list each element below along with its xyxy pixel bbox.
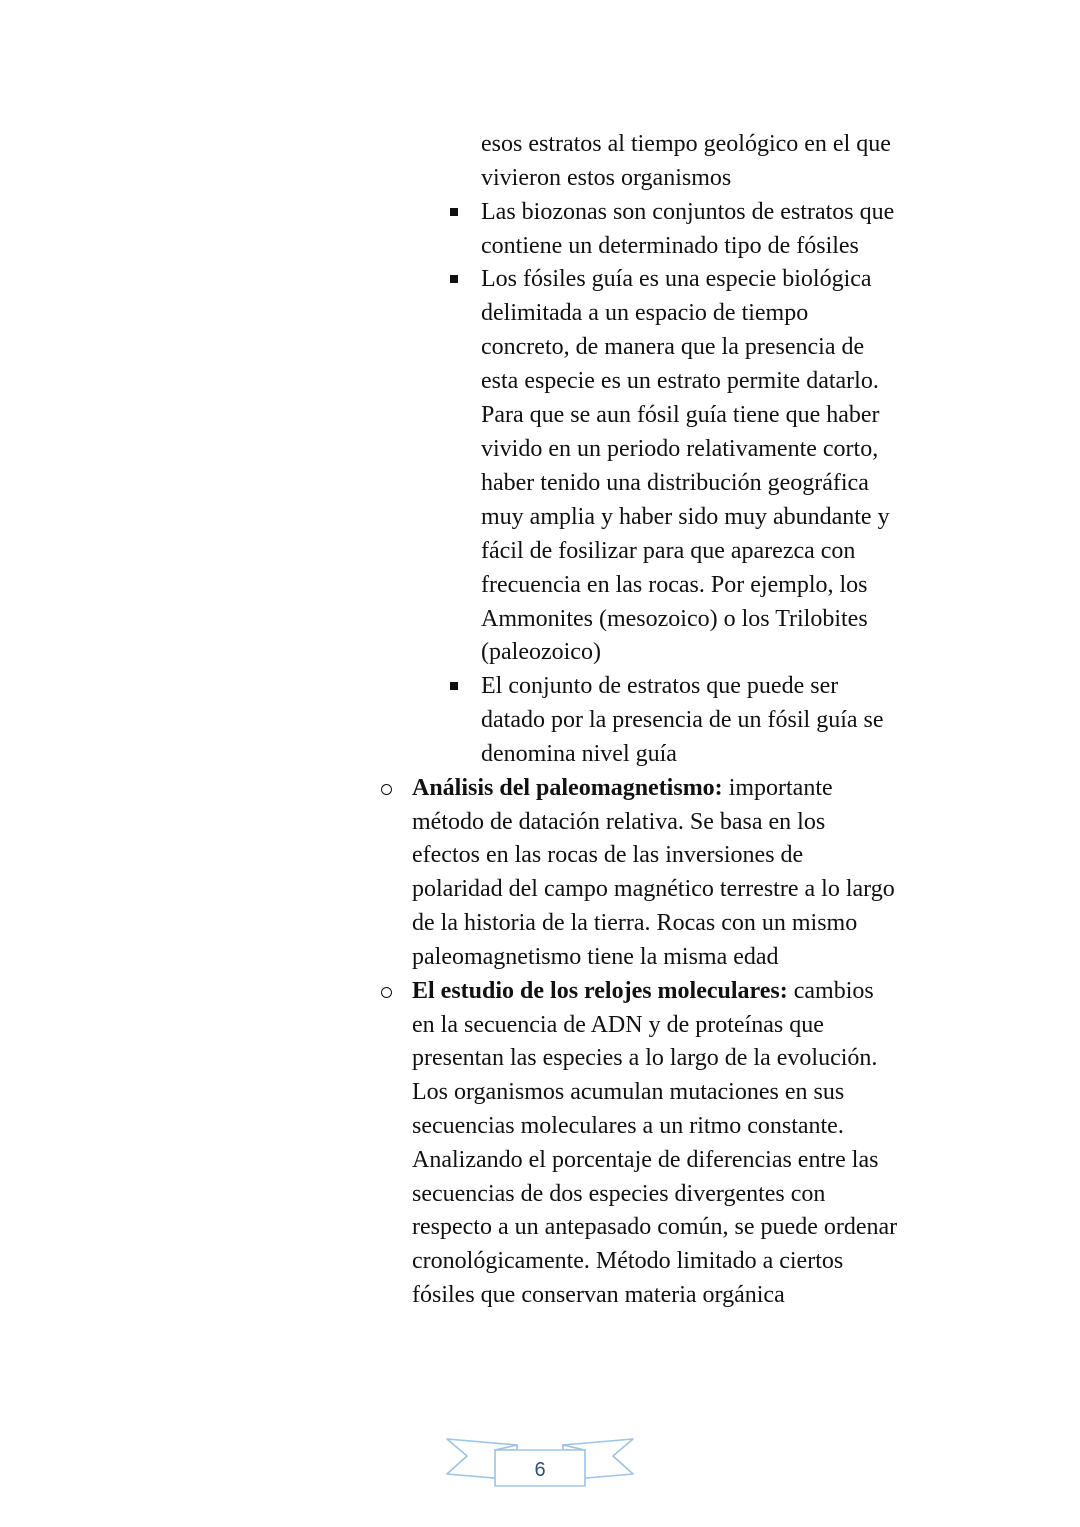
text-line: secuencias moleculares a un ritmo constante. (412, 1113, 844, 1139)
text-line: Para que se aun fósil guía tiene que haber (481, 402, 880, 428)
item-text: importante (722, 775, 833, 801)
list-item-first-line (412, 771, 833, 805)
item-term: El estudio de los relojes moleculares: (412, 978, 788, 1004)
text-line: muy amplia y haber sido muy abundante y (481, 504, 890, 530)
text-line: (paleozoico) (481, 639, 601, 665)
text-line: paleomagnetismo tiene la misma edad (412, 944, 779, 970)
circle-bullet-icon (381, 784, 392, 795)
text-line: fácil de fosilizar para que aparezca con (481, 538, 856, 564)
text-line: El conjunto de estratos que puede ser (481, 673, 839, 699)
item-text: cambios (787, 978, 874, 1004)
text-line: polaridad del campo magnético terrestre a lo largo (412, 876, 895, 902)
text-line: respecto a un antepasado común, se puede ordenar (412, 1214, 898, 1240)
text-line: esta especie es un estrato permite datarlo. (481, 368, 879, 394)
text-line: secuencias de dos especies divergentes con (412, 1181, 826, 1207)
item-term: Análisis del paleomagnetismo: (412, 775, 723, 801)
text-line: de la historia de la tierra. Rocas con un mismo (412, 910, 858, 936)
square-bullet-icon (450, 208, 458, 216)
text-line: Analizando el porcentaje de diferencias entre las (412, 1147, 879, 1173)
circle-bullet-icon (381, 987, 392, 998)
text-line: en la secuencia de ADN y de proteínas que (412, 1012, 824, 1038)
text-line: vivieron estos organismos (481, 165, 732, 191)
list-item-first-line (412, 974, 874, 1008)
square-bullet-icon (450, 275, 458, 283)
text-line: cronológicamente. Método limitado a ciertos (412, 1248, 844, 1274)
text-line: presentan las especies a lo largo de la evolución. (412, 1045, 878, 1071)
text-line: Los organismos acumulan mutaciones en sus (412, 1079, 845, 1105)
page-number-footer (445, 1436, 635, 1492)
text-line: delimitada a un espacio de tiempo (481, 300, 809, 326)
text-line: denomina nivel guía (481, 741, 677, 767)
text-line: contiene un determinado tipo de fósiles (481, 233, 859, 259)
text-line: datado por la presencia de un fósil guía se (481, 707, 884, 733)
text-line: haber tenido una distribución geográfica (481, 470, 869, 496)
text-line: Ammonites (mesozoico) o los Trilobites (481, 606, 868, 632)
page-number: 6 (534, 1459, 546, 1481)
text-line: método de datación relativa. Se basa en los (412, 809, 826, 835)
text-line: esos estratos al tiempo geológico en el que (481, 131, 891, 157)
square-bullet-icon (450, 682, 458, 690)
text-line: vivido en un periodo relativamente corto, (481, 436, 879, 462)
text-line: Los fósiles guía es una especie biológica (481, 266, 872, 292)
text-line: fósiles que conservan materia orgánica (412, 1282, 785, 1308)
text-line: efectos en las rocas de las inversiones de (412, 842, 804, 868)
text-line: concreto, de manera que la presencia de (481, 334, 865, 360)
text-line: frecuencia en las rocas. Por ejemplo, los (481, 572, 868, 598)
text-line: Las biozonas son conjuntos de estratos que (481, 199, 895, 225)
